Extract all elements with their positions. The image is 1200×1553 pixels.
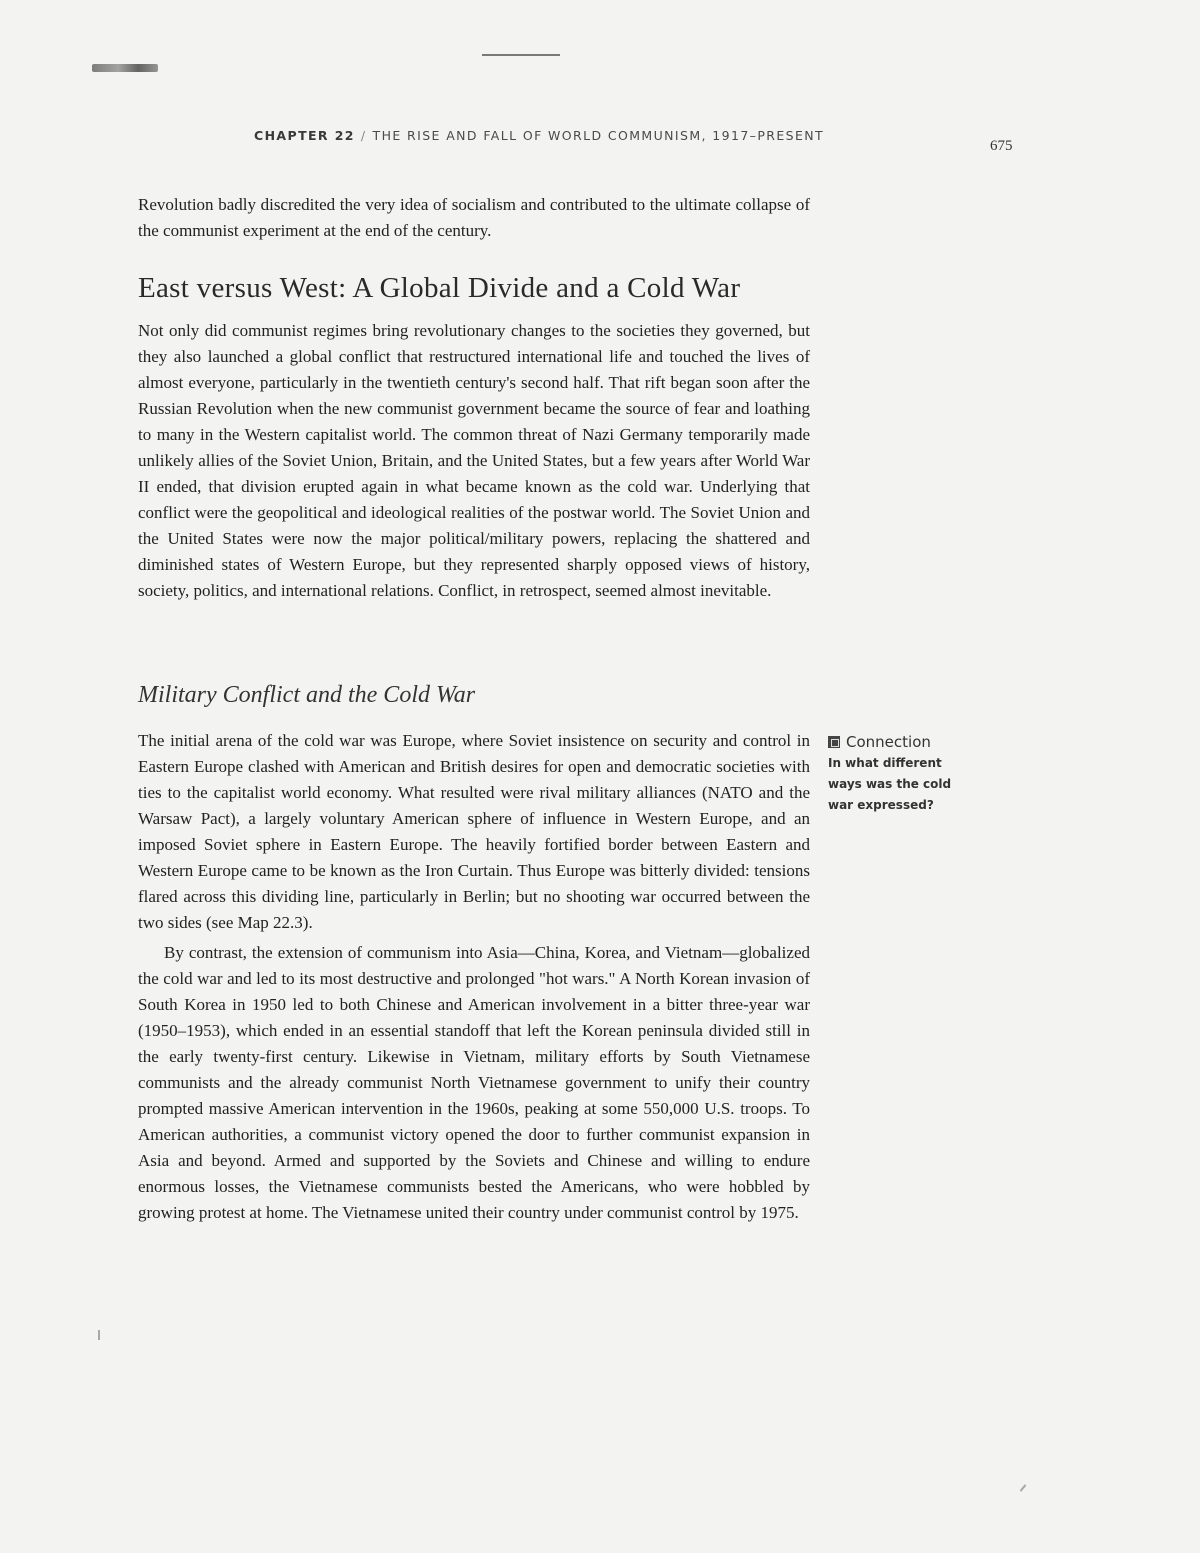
intro-text: [138, 192, 810, 244]
chapter-number: CHAPTER 22: [254, 128, 355, 143]
subsection-heading: Military Conflict and the Cold War: [138, 682, 476, 708]
chapter-title: THE RISE AND FALL OF WORLD COMMUNISM, 1917–PRESENT: [372, 128, 825, 143]
section-heading: East versus West: A Global Divide and a Cold War: [138, 272, 741, 304]
running-header: [254, 128, 824, 143]
section2-body: [138, 728, 810, 1226]
section1-body: [138, 318, 810, 604]
scan-artifact: [1020, 1484, 1027, 1491]
header-separator: /: [360, 128, 367, 143]
margin-note-label: Connection: [846, 733, 931, 751]
scan-artifact: [98, 1330, 100, 1340]
scan-artifact: [482, 54, 560, 56]
margin-note: [828, 733, 978, 816]
paragraph: Not only did communist regimes bring revolutionary changes to the societies they governed, but they also launched a global conflict that restructured international life and touched the lives of almost everyone, particularly in the twentieth century's second half. That rift began soon after the Russian Revolution when the new communist government became the source of fear and loathing to many in the Western capitalist world. The common threat of Nazi Germany temporarily made unlikely allies of the Soviet Union, Britain, and the United States, but a few years after World War II ended, that division erupted again in what became known as the cold war. Underlying that conflict were the geopolitical and ideological realities of the postwar world. The Soviet Union and the United States were now the major political/military powers, replacing the shattered and diminished states of Western Europe, but they represented sharply opposed views of history, society, politics, and international relations. Conflict, in retrospect, seemed almost inevitable.: [138, 321, 810, 600]
page-number: 675: [990, 138, 1013, 154]
scan-artifact: [92, 64, 158, 72]
paragraph: Revolution badly discredited the very idea of socialism and contributed to the ultimate collapse of the communist experiment at the end of the century.: [138, 195, 810, 240]
paragraph: By contrast, the extension of communism into Asia—China, Korea, and Vietnam—globalized the cold war and led to its most destructive and prolonged "hot wars." A North Korean invasion of South Korea in 1950 led to both Chinese and American involvement in a bitter three-year war (1950–1953), which ended in an essential standoff that left the Korean peninsula divided still in the early twenty-first century. Likewise in Vietnam, military efforts by South Vietnamese communists and the already communist North Vietnamese government to unify their country prompted massive American intervention in the 1960s, peaking at some 550,000 U.S. troops. To American authorities, a communist victory opened the door to further communist expansion in Asia and beyond. Armed and supported by the Soviets and Chinese and willing to endure enormous losses, the Vietnamese communists bested the Americans, who were hobbled by growing protest at home. The Vietnamese united their country under communist control by 1975.: [138, 943, 810, 1222]
paragraph: The initial arena of the cold war was Europe, where Soviet insistence on security and control in Eastern Europe clashed with American and British desires for open and democratic societies with ties to the capitalist world economy. What resulted were rival military alliances (NATO and the Warsaw Pact), a largely voluntary American sphere of influence in Western Europe, and an imposed Soviet sphere in Eastern Europe. The heavily fortified border between Eastern and Western Europe came to be known as the Iron Curtain. Thus Europe was bitterly divided: tensions flared across this dividing line, particularly in Berlin; but no shooting war occurred between the two sides (see Map 22.3).: [138, 731, 810, 932]
margin-note-question: In what different ways was the cold war expressed?: [828, 756, 952, 812]
margin-note-label-row: [828, 733, 978, 751]
connection-icon: [828, 736, 840, 748]
